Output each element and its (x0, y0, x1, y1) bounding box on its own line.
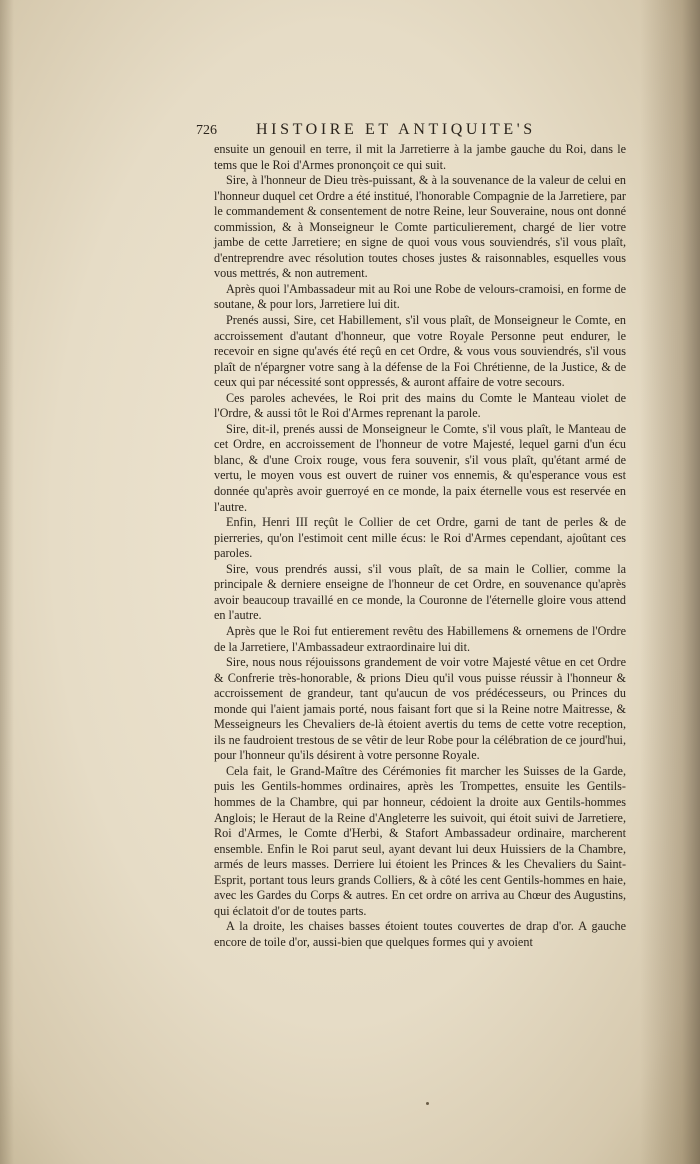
paragraph: Sire, dit-il, prenés aussi de Monseigneur le Comte, s'il vous plaît, le Manteau de cet Ordre, en accroissement de l'honneur de votre Majesté, lequel garni d'un écu blanc, & d'une Croix rouge, vous fera souvenir, s'il vous plaît, qu'étant armé de vertu, le moyen vous est ouvert de ruiner vos ennemis, & qu'esperance vous est donnée qu'après avoir guerroyé en ce monde, la paix éternelle vous est reservée en l'autre. (214, 421, 626, 514)
paragraph: Sire, vous prendrés aussi, s'il vous plaît, de sa main le Collier, comme la principale & derniere enseigne de l'honneur de cet Ordre, en souvenance qu'après avoir beaucoup travaillé en ce monde, la Couronne de l'éternelle gloire vous attend en l'autre. (214, 561, 626, 623)
paragraph: Après que le Roi fut entierement revêtu des Habillemens & ornemens de l'Ordre de la Jarretiere, l'Ambassadeur extraordinaire lui dit. (214, 623, 626, 654)
paragraph: Sire, nous nous réjouissons grandement de voir votre Majesté vêtue en cet Ordre & Confrerie très-honorable, & prions Dieu qu'il vous puisse réussir à l'honneur & accroissement de grandeur, tant qu'aucun de vos prédécesseurs, ou Princes du monde qui l'aient jamais porté, nous faisant fort que si la Reine notre Maitresse, & Messeigneurs les Chevaliers de-là étoient avertis du tems de cette votre reception, ils ne faudroient trestous de se vêtir de leur Robe pour la célébration de ce jourd'hui, pour l'honneur qu'ils désirent à votre personne Royale. (214, 655, 626, 763)
page-left-edge (0, 0, 14, 1164)
paragraph: ensuite un genouil en terre, il mit la Jarretierre à la jambe gauche du Roi, dans le tems que le Roi d'Armes prononçoit ce qui suit. (214, 142, 626, 172)
ink-speck (426, 1102, 429, 1105)
paragraph: A la droite, les chaises basses étoient toutes couvertes de drap d'or. A gauche encore de toile d'or, aussi-bien que quelques formes qui y avoient (214, 919, 626, 949)
paragraph: Ces paroles achevées, le Roi prit des mains du Comte le Manteau violet de l'Ordre, & aussi tôt le Roi d'Armes reprenant la parole. (214, 390, 626, 421)
gutter-shadow (640, 0, 700, 1164)
paragraph: Enfin, Henri III reçût le Collier de cet Ordre, garni de tant de perles & de pierreries, qu'on l'estimoit cent mille écus: le Roi d'Armes cependant, ajoûtant ces paroles. (214, 515, 626, 561)
page-header (196, 121, 636, 143)
body-text (214, 142, 626, 950)
running-title: HISTOIRE ET ANTIQUITE'S (256, 121, 536, 138)
page-number: 726 (196, 123, 217, 138)
paragraph: Sire, à l'honneur de Dieu très-puissant, & à la souvenance de la valeur de celui en l'honneur duquel cet Ordre a été institué, l'honorable Compagnie de la Jarretiere, par le commandement & consentement de notre Reine, leur Souveraine, nous ont donné commission, & à Monseigneur le Comte particulierement, chargé de lier votre jambe de cette Jarretiere; en signe de quoi vous vous souviendrés, s'il vous plaît, d'entreprendre avec résolution toutes choses justes & raisonnables, esquelles vous vous mettrés, & non autrement. (214, 173, 626, 281)
paragraph: Cela fait, le Grand-Maître des Cérémonies fit marcher les Suisses de la Garde, puis les Gentils-hommes ordinaires, après les Trompettes, ensuite les Gentils-hommes de la Chambre, qui par honneur, cédoient la droite aux Gentils-hommes Anglois; le Heraut de la Reine d'Angleterre les suivoit, qui étoit suivi de Jarretiere, Roi d'Armes, le Comte d'Herbi, & Stafort Ambassadeur ordinaire, marcherent ensemble. Enfin le Roi parut seul, ayant devant lui deux Huissiers de la Chambre, armés de leurs masses. Derriere lui étoient les Princes & les Chevaliers du Saint-Esprit, portant tous leurs grands Colliers, & à côté les cent Gentils-hommes en haie, avec les Gardes du Corps & autres. En cet ordre on arriva au Chœur des Augustins, qui éclatoit d'or de toutes parts. (214, 763, 626, 918)
paragraph: Prenés aussi, Sire, cet Habillement, s'il vous plaît, de Monseigneur le Comte, en accroissement d'autant d'honneur, que votre Royale Personne peut endurer, le recevoir en signe qu'avés été reçû en cet Ordre, & vous vous souviendrés, s'il vous plaît de n'épargner votre sang à la défense de la Foi Chrétienne, de la Justice, & de ceux qui par nécessité sont oppressés, & auront affaire de votre secours. (214, 313, 626, 390)
paragraph: Après quoi l'Ambassadeur mit au Roi une Robe de velours-cramoisi, en forme de soutane, & pour lors, Jarretiere lui dit. (214, 281, 626, 312)
